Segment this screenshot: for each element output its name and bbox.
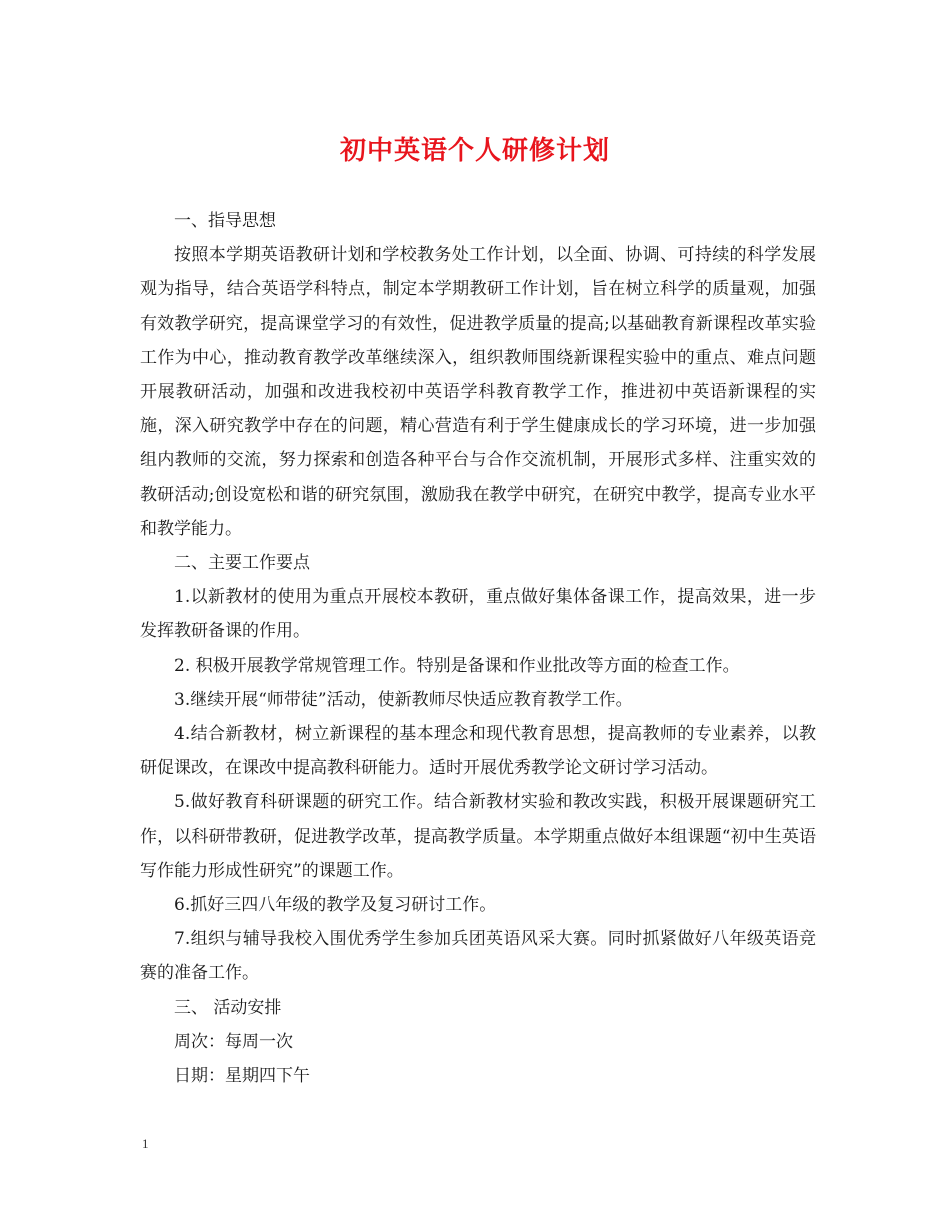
list-item: 4.结合新教材，树立新课程的基本理念和现代教育思想，提高教师的专业素养，以教研促课改，在课改中提高教科研能力。适时开展优秀教学论文研讨学习活动。 [140, 724, 816, 779]
list-item: 2. 积极开展教学常规管理工作。特别是备课和作业批改等方面的检查工作。 [174, 655, 740, 676]
schedule-day: 日期：星期四下午 [174, 1066, 310, 1087]
section-heading-main-work-points: 二、主要工作要点 [174, 553, 310, 574]
document-body [140, 204, 816, 1093]
list-item: 6.抓好三四八年级的教学及复习研讨工作。 [174, 895, 497, 916]
list-item: 1.以新教材的使用为重点开展校本教研，重点做好集体备课工作，提高效果，进一步发挥教研备课的作用。 [140, 587, 816, 642]
schedule-frequency: 周次：每周一次 [174, 1031, 293, 1052]
body-paragraph: 按照本学期英语教研计划和学校教务处工作计划，以全面、协调、可持续的科学发展观为指导，结合英语学科特点，制定本学期教研工作计划，旨在树立科学的质量观，加强有效教学研究，提高课堂学习的有效性，促进教学质量的提高;以基础教育新课程改革实验工作为中心，推动教育教学改革继续深入，组织教师围绕新课程实验中的重点、难点问题开展教研活动，加强和改进我校初中英语学科教育教学工作，推进初中英语新课程的实施，深入研究教学中存在的问题，精心营造有利于学生健康成长的学习环境，进一步加强组内教师的交流，努力探索和创造各种平台与合作交流机制，开展形式多样、注重实效的教研活动;创设宽松和谐的研究氛围，激励我在教学中研究，在研究中教学，提高专业水平和教学能力。 [140, 245, 816, 539]
page-number: 1 [142, 1136, 149, 1151]
section-heading-guiding-ideology: 一、指导思想 [174, 211, 276, 231]
list-item: 7.组织与辅导我校入围优秀学生参加兵团英语风采大赛。同时抓紧做好八年级英语竞赛的准备工作。 [140, 929, 816, 984]
document-title: 初中英语个人研修计划 [339, 136, 610, 166]
list-item: 3.继续开展“师带徒”活动，使新教师尽快适应教育教学工作。 [174, 689, 633, 710]
section-heading-activity-arrangement: 三、 活动安排 [174, 997, 282, 1018]
list-item: 5.做好教育科研课题的研究工作。结合新教材实验和教改实践，积极开展课题研究工作，以科研带教研，促进教学改革，提高教学质量。本学期重点做好本组课题“初中生英语写作能力形成性研究”的课题工作。 [140, 792, 816, 881]
